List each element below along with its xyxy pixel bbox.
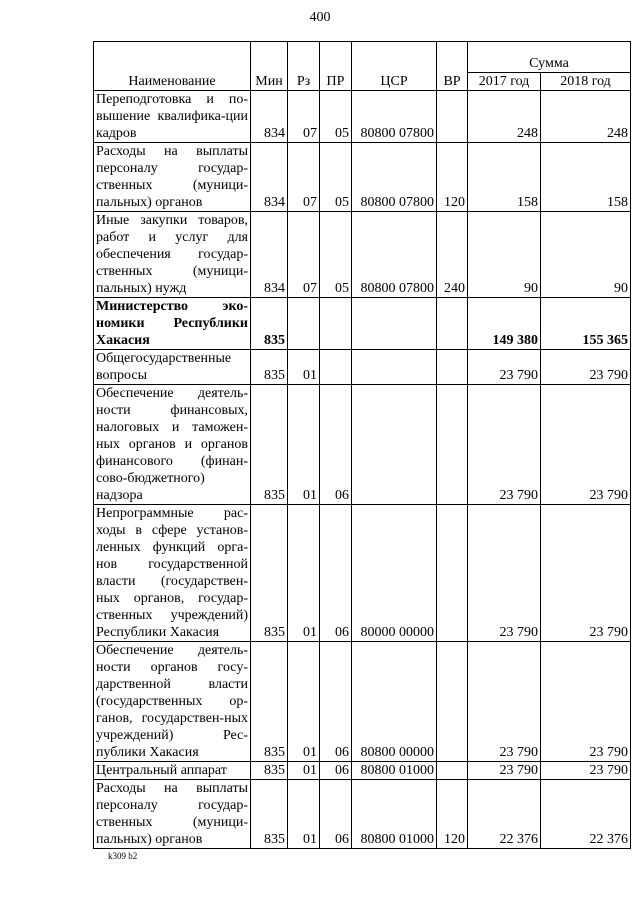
cell-vr: 120 [437,780,468,849]
cell-csr: 80800 00000 [352,642,437,762]
cell-sum-2017: 23 790 [468,505,541,642]
cell-sum-2017: 23 790 [468,642,541,762]
header-year-2018: 2018 год [541,73,631,91]
cell-vr [437,762,468,780]
cell-min: 834 [251,91,288,143]
cell-sum-2018: 23 790 [541,505,631,642]
cell-pr: 06 [320,505,352,642]
cell-sum-2018: 23 790 [541,642,631,762]
cell-sum-2018: 90 [541,212,631,298]
cell-sum-2018: 22 376 [541,780,631,849]
cell-rz: 07 [288,212,320,298]
cell-vr [437,91,468,143]
cell-pr: 05 [320,91,352,143]
cell-csr [352,350,437,385]
cell-name: Обеспечение деятель-ности финансовых, налоговых и таможен-ных органов и органов финансового (финан-сово-бюджетного) надзора [94,385,251,505]
cell-csr: 80800 07800 [352,143,437,212]
cell-vr [437,505,468,642]
cell-sum-2018: 158 [541,143,631,212]
header-vr: ВР [437,42,468,91]
cell-name: Расходы на выплаты персоналу государ-ственных (муници-пальных) органов [94,780,251,849]
footer-code: k309 b2 [108,851,138,861]
cell-name: Иные закупки товаров, работ и услуг для обеспечения государ-ственных (муници-пальных) нужд [94,212,251,298]
cell-name: Обеспечение деятель-ности органов госу-дарственной власти (государственных ор-ганов, государствен-ных учреждений) Рес-публики Хакасия [94,642,251,762]
cell-sum-2018: 155 365 [541,298,631,350]
header-rz: Рз [288,42,320,91]
cell-min: 835 [251,762,288,780]
cell-rz [288,298,320,350]
cell-min: 835 [251,298,288,350]
cell-rz: 01 [288,505,320,642]
page-number: 400 [309,10,331,25]
cell-min: 835 [251,780,288,849]
cell-rz: 01 [288,385,320,505]
header-sum: Сумма [468,42,631,73]
cell-pr [320,298,352,350]
cell-pr: 06 [320,762,352,780]
cell-sum-2017: 90 [468,212,541,298]
cell-vr [437,350,468,385]
table-row [94,642,631,762]
cell-sum-2018: 23 790 [541,762,631,780]
cell-sum-2017: 23 790 [468,762,541,780]
cell-pr [320,350,352,385]
cell-name: Непрограммные рас-ходы в сфере установ-ленных функций орга-нов государственной власти (государствен-ных органов, государ-ственных учреждений) Республики Хакасия [94,505,251,642]
cell-sum-2017: 248 [468,91,541,143]
table-body [94,91,631,849]
table-row [94,350,631,385]
cell-csr: 80800 07800 [352,212,437,298]
cell-csr: 80800 01000 [352,762,437,780]
cell-min: 835 [251,385,288,505]
cell-sum-2018: 248 [541,91,631,143]
table-row [94,505,631,642]
cell-rz: 01 [288,780,320,849]
cell-csr: 80800 07800 [352,91,437,143]
cell-pr: 06 [320,385,352,505]
cell-sum-2018: 23 790 [541,385,631,505]
cell-vr [437,642,468,762]
cell-sum-2017: 23 790 [468,350,541,385]
table-row [94,298,631,350]
header-year-2017: 2017 год [468,73,541,91]
table-row [94,212,631,298]
cell-vr [437,385,468,505]
cell-vr [437,298,468,350]
cell-min: 834 [251,212,288,298]
cell-sum-2018: 23 790 [541,350,631,385]
cell-sum-2017: 22 376 [468,780,541,849]
cell-pr: 05 [320,143,352,212]
cell-name: Министерство эко-номики Республики Хакасия [94,298,251,350]
cell-name: Расходы на выплаты персоналу государ-ственных (муници-пальных) органов [94,143,251,212]
cell-sum-2017: 23 790 [468,385,541,505]
cell-rz: 01 [288,350,320,385]
cell-pr: 06 [320,780,352,849]
cell-csr [352,385,437,505]
cell-pr: 05 [320,212,352,298]
cell-vr: 120 [437,143,468,212]
cell-csr: 80000 00000 [352,505,437,642]
cell-sum-2017: 149 380 [468,298,541,350]
cell-rz: 01 [288,762,320,780]
cell-pr: 06 [320,642,352,762]
cell-name: Общегосударственные вопросы [94,350,251,385]
cell-min: 835 [251,350,288,385]
table-row [94,385,631,505]
header-min: Мин [251,42,288,91]
cell-csr [352,298,437,350]
header-name: Наименование [94,42,251,91]
table-row [94,91,631,143]
cell-csr: 80800 01000 [352,780,437,849]
cell-rz: 07 [288,91,320,143]
table-row [94,762,631,780]
cell-vr: 240 [437,212,468,298]
cell-sum-2017: 158 [468,143,541,212]
table-row [94,143,631,212]
table-row [94,780,631,849]
cell-rz: 01 [288,642,320,762]
cell-name: Центральный аппарат [94,762,251,780]
header-pr: ПР [320,42,352,91]
cell-name: Переподготовка и по-вышение квалифика-ции кадров [94,91,251,143]
cell-min: 835 [251,505,288,642]
budget-table [93,41,631,849]
cell-min: 835 [251,642,288,762]
cell-rz: 07 [288,143,320,212]
header-csr: ЦСР [352,42,437,91]
cell-min: 834 [251,143,288,212]
